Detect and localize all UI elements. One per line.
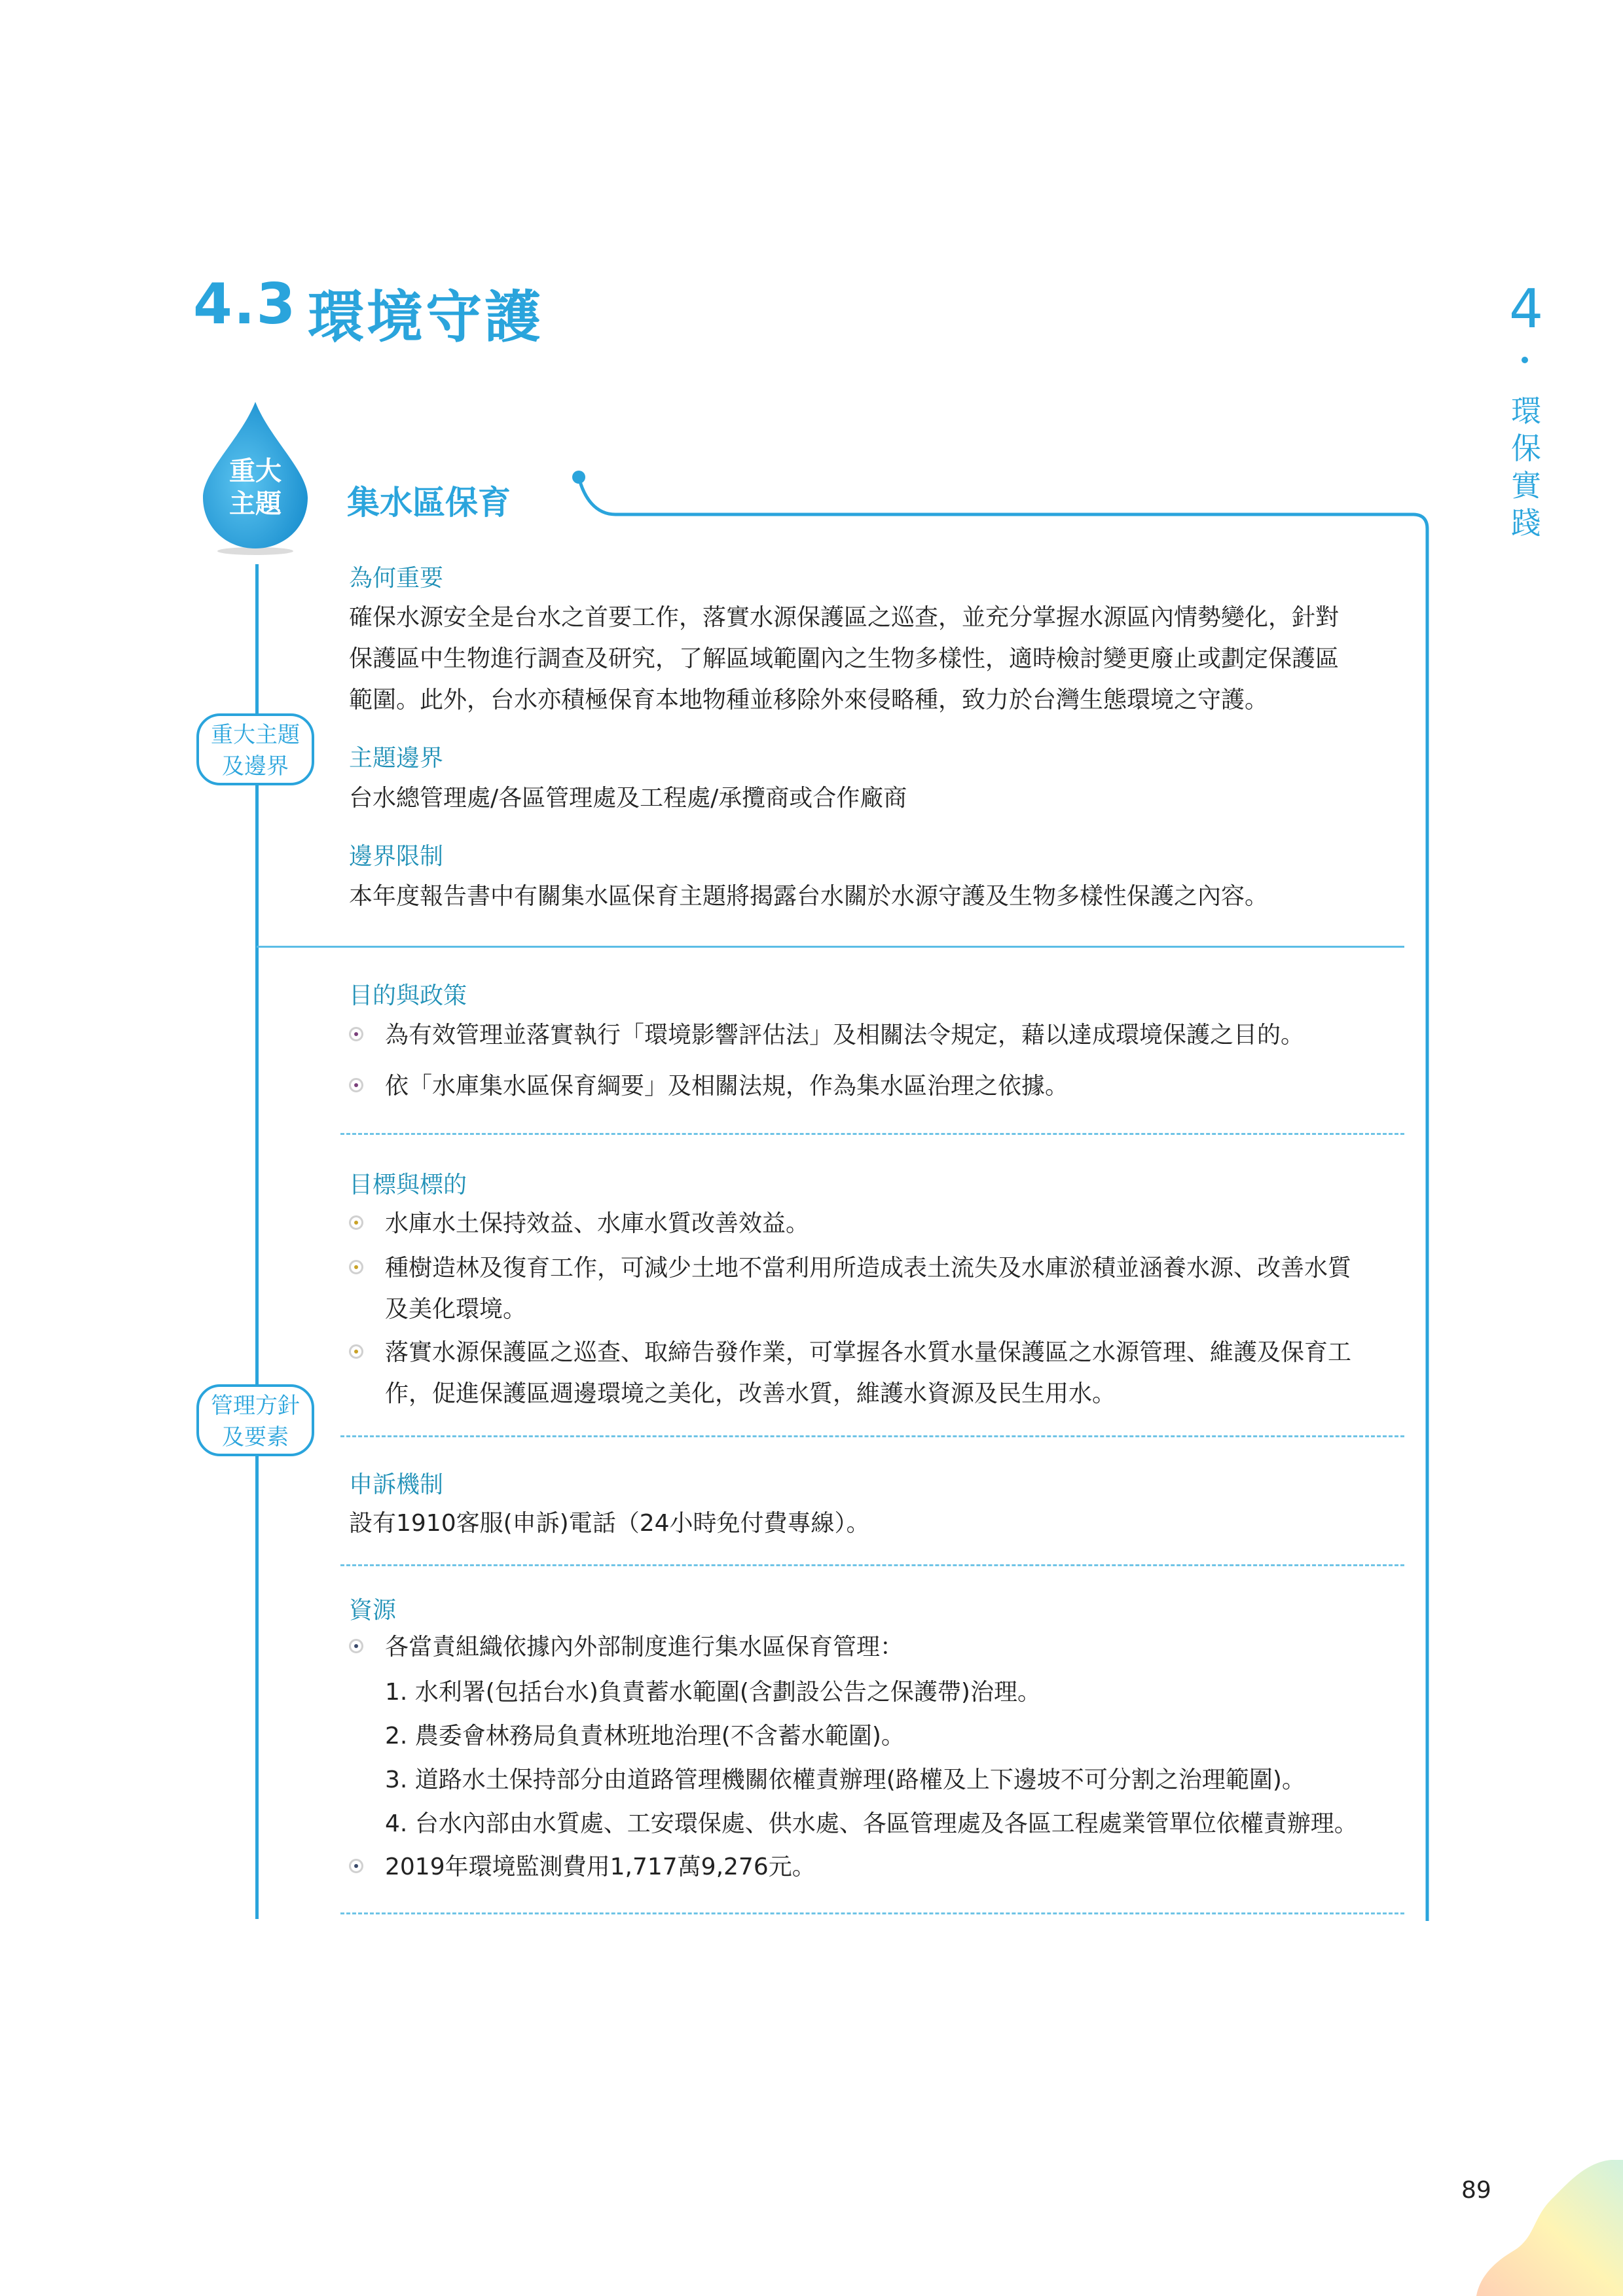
goals-heading: 目標與標的 — [349, 1172, 467, 1198]
boundary-limit-text: 本年度報告書中有關集水區保育主題將揭露台水關於水源守護及生物多樣性保護之內容。 — [349, 883, 1269, 910]
bullet-icon — [349, 1078, 363, 1092]
bullet-icon — [349, 1344, 363, 1359]
major-topic-boundary-label: 重大主題 及邊界 — [196, 713, 314, 785]
list-item: 2019年環境監測費用1,717萬9,276元。 — [349, 1846, 1390, 1888]
bullet-icon — [349, 1260, 363, 1274]
dashed-divider — [340, 1564, 1404, 1566]
purpose-policy-heading: 目的與政策 — [349, 982, 467, 1009]
bullet-icon — [349, 1859, 363, 1873]
bullet-icon — [349, 1027, 363, 1041]
management-approach-label: 管理方針 及要素 — [196, 1384, 314, 1456]
grievance-heading: 申訴機制 — [349, 1471, 444, 1498]
grievance-text: 設有1910客服(申訴)電話（24小時免付費專線）。 — [349, 1510, 870, 1537]
chapter-title: 環保實踐 — [1511, 393, 1541, 541]
why-important-text: 確保水源安全是台水之首要工作，落實水源保護區之巡查，並充分掌握水源區內情勢變化，針對 保護區中生物進行調查及研究，了解區域範圍內之生物多樣性，適時檢討變更廢止或劃定保護區 範圍。此外，台水亦積極保育本地物種並移除外來侵略種，致力於台灣生態環境之守護。 — [349, 604, 1340, 713]
bullet-icon — [349, 1215, 363, 1230]
list-item: 各當責組織依據內外部制度進行集水區保育管理： — [349, 1626, 1390, 1668]
list-item: 種樹造林及復育工作，可減少土地不當利用所造成表土流失及水庫淤積並涵養水源、改善水質 及美化環境。 — [349, 1247, 1390, 1330]
dashed-divider — [340, 1912, 1404, 1914]
topic-boundary-heading: 主題邊界 — [349, 745, 444, 772]
resources-heading: 資源 — [349, 1597, 397, 1624]
boundary-limit-heading: 邊界限制 — [349, 843, 444, 870]
section-divider — [257, 946, 1404, 948]
dashed-divider — [340, 1435, 1404, 1437]
major-topic-badge-label: 重大 主題 — [229, 456, 282, 519]
bullet-icon — [349, 1639, 363, 1653]
page-number: 89 — [1461, 2177, 1491, 2204]
topic-title: 集水區保育 — [347, 484, 511, 522]
list-item: 依「水庫集水區保育綱要」及相關法規，作為集水區治理之依據。 — [349, 1066, 1390, 1107]
list-item: 落實水源保護區之巡查、取締告發作業，可掌握各水質水量保護區之水源管理、維護及保育工 作，促進保護區週邊環境之美化，改善水質，維護水資源及民生用水。 — [349, 1332, 1390, 1414]
section-title: 環境守護 — [308, 285, 543, 350]
dashed-divider — [340, 1133, 1404, 1135]
decorative-corner-blob-icon — [1473, 2160, 1623, 2296]
list-item: 為有效管理並落實執行「環境影響評估法」及相關法令規定，藉以達成環境保護之目的。 — [349, 1014, 1390, 1056]
chapter-number: 4 — [1509, 278, 1544, 340]
resources-numbered-list: 1. 水利署(包括台水)負責蓄水範圍(含劃設公告之保護帶)治理。 2. 農委會林務局負責林班地治理(不含蓄水範圍)。 3. 道路水土保持部分由道路管理機關依權責辦理(路權及上下邊坡不可分割之治理範圍)。 4. 台水內部由水質處、工安環保處、供水處、各區管理處及各區工程處業管單位依權責辦理。 — [385, 1679, 1358, 1837]
section-number: 4.3 — [193, 272, 297, 337]
chapter-separator-dot — [1522, 357, 1528, 363]
topic-boundary-text: 台水總管理處/各區管理處及工程處/承攬商或合作廠商 — [349, 785, 907, 812]
list-item: 水庫水土保持效益、水庫水質改善效益。 — [349, 1203, 1390, 1244]
why-important-heading: 為何重要 — [349, 565, 444, 592]
